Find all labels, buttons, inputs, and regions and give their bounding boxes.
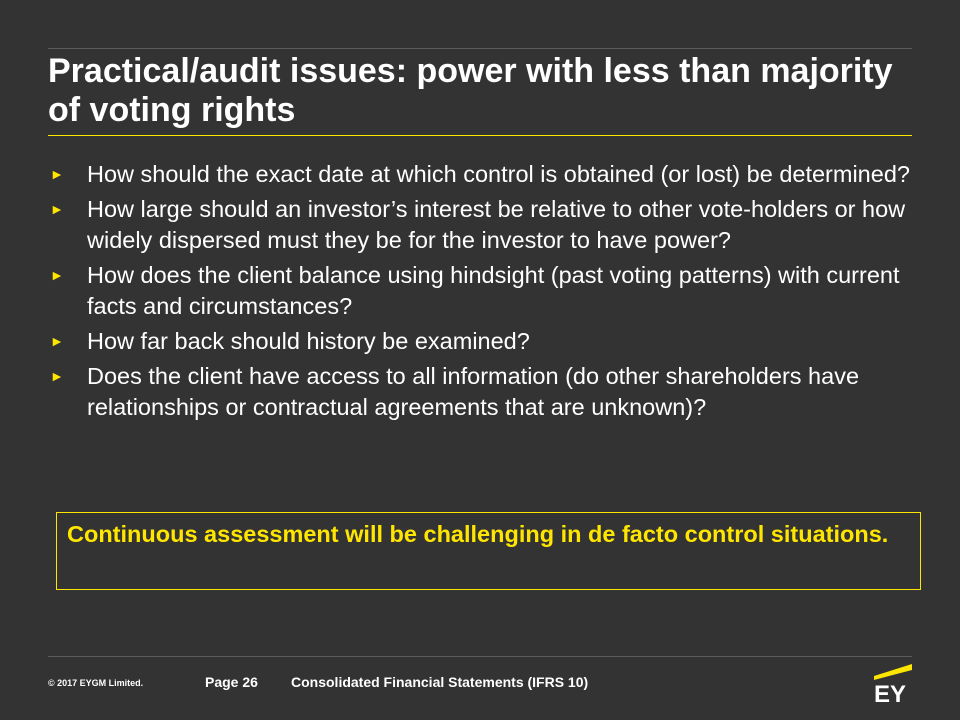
ey-logo-text: EY: [874, 681, 907, 704]
arrow-bullet-icon: ►: [50, 201, 64, 217]
bullet-text: Does the client have access to all information (do other shareholders have relationships or contractual agreements that are unknown)?: [87, 363, 860, 420]
bullet-item: [48, 194, 912, 256]
bullet-text: How does the client balance using hindsight (past voting patterns) with current facts and circumstances?: [87, 262, 900, 319]
bullet-text: How far back should history be examined?: [87, 328, 530, 354]
callout-box: Continuous assessment will be challenging in de facto control situations.: [56, 512, 921, 590]
bullet-text: How large should an investor’s interest be relative to other vote-holders or how widely dispersed must they be for the investor to have power?: [87, 196, 906, 253]
arrow-bullet-icon: ►: [50, 267, 64, 283]
copyright-notice: © 2017 EYGM Limited.: [48, 678, 144, 688]
arrow-bullet-icon: ►: [50, 333, 64, 349]
bullet-item: [48, 361, 912, 423]
footer-title: Consolidated Financial Statements (IFRS 10): [291, 674, 589, 690]
ey-logo-beam-icon: [874, 664, 912, 680]
ey-logo: [872, 660, 914, 704]
bullet-text: How should the exact date at which control is obtained (or lost) be determined?: [87, 161, 910, 187]
slide-title: Practical/audit issues: power with less than majority of voting rights: [48, 52, 893, 129]
footer-divider: [48, 656, 912, 657]
bullet-list: [48, 159, 912, 427]
top-divider: [48, 48, 912, 49]
arrow-bullet-icon: ►: [50, 368, 64, 384]
title-underline: [48, 135, 912, 136]
page-number: Page 26: [205, 674, 258, 690]
bullet-item: [48, 326, 912, 357]
arrow-bullet-icon: ►: [50, 166, 64, 182]
bullet-item: [48, 260, 912, 322]
bullet-item: [48, 159, 912, 190]
